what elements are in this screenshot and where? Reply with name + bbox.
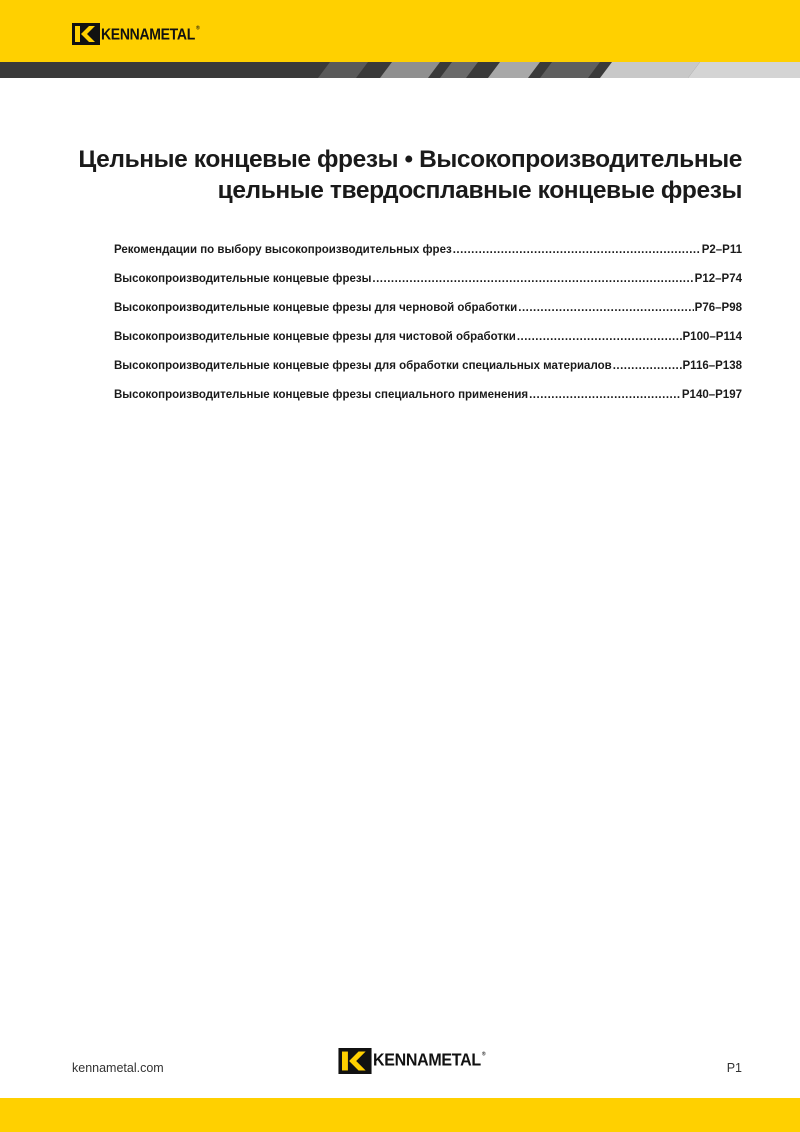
toc-entry-label: Высокопроизводительные концевые фрезы для черновой обработки — [114, 302, 518, 314]
toc-entry-label: Высокопроизводительные концевые фрезы для чистовой обработки — [114, 331, 516, 343]
page-title-line-1: Цельные концевые фрезы • Высокопроизводительные — [78, 146, 742, 173]
toc-entry[interactable] — [114, 360, 742, 389]
header-logo[interactable] — [72, 23, 199, 45]
toc-entry-pages: P76–P98 — [694, 302, 742, 314]
page-number: P1 — [726, 1061, 742, 1075]
toc-leader-dots — [518, 302, 693, 314]
toc-leader-dots — [517, 331, 682, 343]
toc-entry-pages: P100–P114 — [682, 331, 742, 343]
toc-entry-pages: P12–P74 — [694, 273, 742, 285]
toc-entry-label: Высокопроизводительные концевые фрезы специального применения — [114, 389, 529, 401]
page-title-line-2: цельные твердосплавные концевые фрезы — [217, 177, 742, 204]
footer-band — [0, 1098, 800, 1132]
toc-leader-dots — [613, 360, 682, 372]
page-title — [62, 144, 742, 206]
toc-entry-pages: P116–P138 — [682, 360, 742, 372]
toc-entry-label: Высокопроизводительные концевые фрезы для обработки специальных материалов — [114, 360, 612, 372]
footer-logo[interactable] — [338, 1048, 485, 1074]
toc-entry[interactable] — [114, 273, 742, 302]
toc-entry-pages: P140–P197 — [681, 389, 742, 401]
table-of-contents — [114, 244, 742, 418]
toc-leader-dots — [372, 273, 693, 285]
header-logo-wordmark: KENNAMETAL® — [101, 25, 200, 43]
footer-website-link[interactable]: kennametal.com — [72, 1061, 164, 1075]
toc-entry[interactable] — [114, 244, 742, 273]
kennametal-k-icon — [72, 23, 100, 45]
toc-entry[interactable] — [114, 331, 742, 360]
toc-entry-label: Высокопроизводительные концевые фрезы — [114, 273, 372, 285]
footer-logo-wordmark: KENNAMETAL® — [373, 1050, 486, 1070]
kennametal-k-icon — [338, 1048, 372, 1074]
toc-leader-dots — [453, 244, 701, 256]
toc-entry[interactable] — [114, 389, 742, 418]
toc-entry[interactable] — [114, 302, 742, 331]
toc-entry-pages: P2–P11 — [701, 244, 742, 256]
toc-entry-label: Рекомендации по выбору высокопроизводительных фрез — [114, 244, 452, 256]
toc-leader-dots — [529, 389, 681, 401]
header-stripe — [0, 62, 800, 78]
